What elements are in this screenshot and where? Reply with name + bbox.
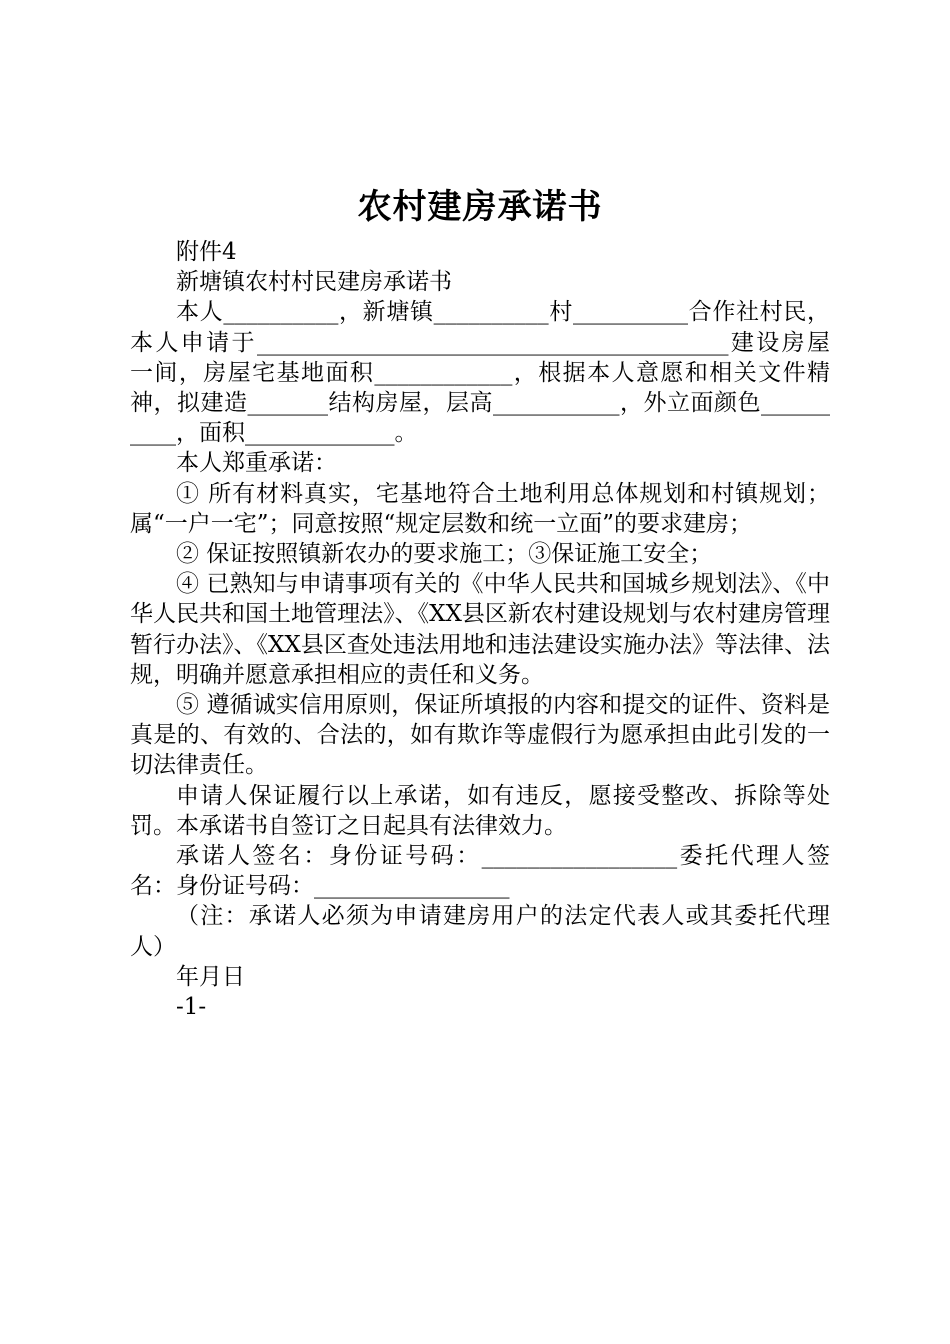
commitment-item-5: ⑤ 遵循诚实信用原则，保证所填报的内容和提交的证件、资料是真是的、有效的、合法的，如有欺诈等虚假行为愿承担由此引发的一切法律责任。 (130, 692, 830, 779)
date-line: 年月日 (176, 963, 245, 990)
guarantee-paragraph: 申请人保证履行以上承诺，如有违反，愿接受整改、拆除等处罚。本承诺书自签订之日起具有法律效力。 (130, 782, 830, 839)
note-paragraph: （注：承诺人必须为申请建房用户的法定代表人或其委托代理人） (130, 903, 830, 960)
commitment-item-1: ① 所有材料真实，宅基地符合土地利用总体规划和村镇规划；属“一户一宅”；同意按照“规定层数和统一立面”的要求建房； (130, 480, 830, 537)
attachment-label: 附件4 (176, 239, 237, 265)
document-title: 农村建房承诺书 (357, 187, 603, 227)
applicant-info-paragraph: 本人__________，新塘镇__________村__________合作社村民，本人申请于_________________________________________建设房屋一间，房屋宅基地面积____________，根据本人意愿和相关文件精神，拟建造_______结构房屋，层高___________，外立面颜色__________，面积_____________。 (130, 299, 830, 447)
subtitle: 新塘镇农村村民建房承诺书 (176, 269, 452, 296)
commitment-heading: 本人郑重承诺： (176, 450, 337, 477)
page-number: -1- (176, 994, 207, 1021)
commitment-item-2-3: ② 保证按照镇新农办的要求施工；③保证施工安全； (176, 541, 713, 568)
signature-line: 承诺人签名：身份证号码：_________________委托代理人签名：身份证号码：_________________ (130, 843, 830, 900)
commitment-item-4: ④ 已熟知与申请事项有关的《中华人民共和国城乡规划法》、《中华人民共和国土地管理法》、《XX县区新农村建设规划与农村建房管理暂行办法》、《XX县区查处违法用地和违法建设实施办法》等法律、法规，明确并愿意承担相应的责任和义务。 (130, 571, 830, 688)
